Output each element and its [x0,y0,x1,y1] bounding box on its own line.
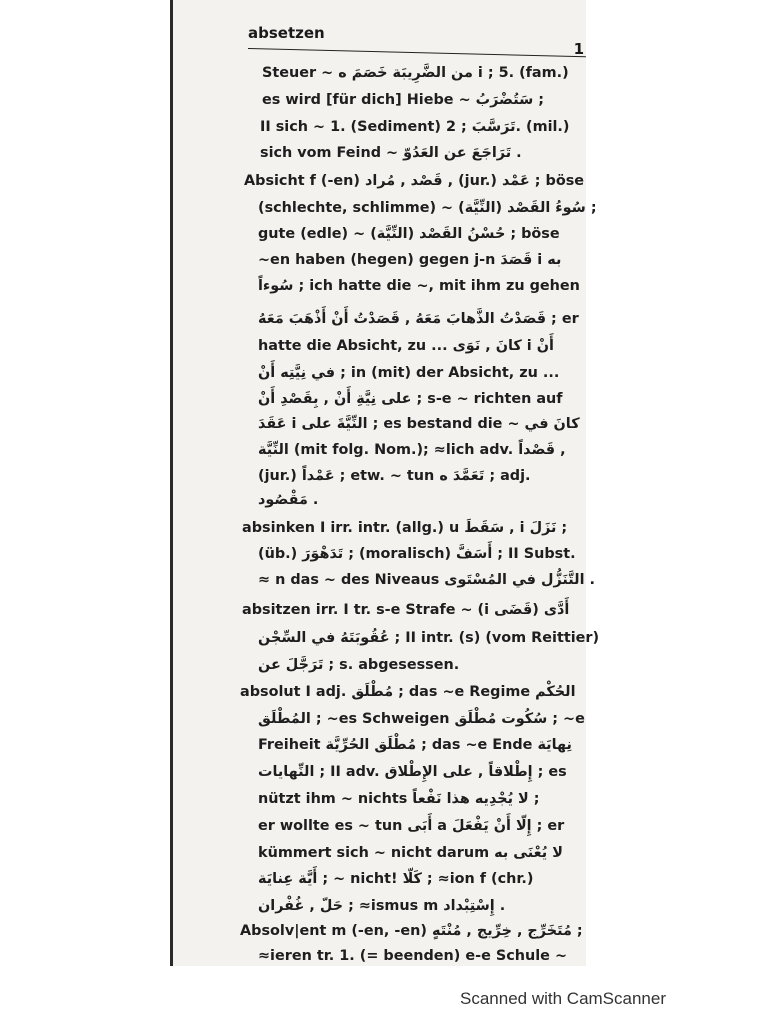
entry-line: (jur.) عَمْداً ; etw. ~ tun تَعَمَّدَ ه ; adj. [258,468,531,484]
dictionary-page [172,0,600,966]
entry-line: أَيَّة عِنايَة ; ~ nicht! كَلّا ; ≈ion f (chr.) [258,871,534,887]
entry-line: Absolv|ent m (-en, -en) مُتَخَرِّج , خِرِّيج , مُنْتَهٍ ; [240,923,583,939]
entry-line: Freiheit مُطْلَق الحُرِّيَّة ; das ~e Ende نِهايَة [258,737,572,753]
header-rule [248,48,586,57]
entry-line: النِّهايات ; II adv. إِطْلاقاً , على الإِطْلاق ; es [258,764,567,780]
entry-line: النِّيَّة (mit folg. Nom.); ≈lich adv. قَصْداً , [258,442,566,458]
entry-line: Steuer ~ من الضَّرِيبَة خَصَمَ ه i ; 5. (fam.) [262,65,569,81]
entry-line: er wollte es ~ tun أَبَى a إِلّا أَنْ يَفْعَلَ ; er [258,818,565,834]
entry-line: قَصَدْتُ الذَّهابَ مَعَهُ , قَصَدْتُ أَنْ أَذْهَبَ مَعَهُ ; er [258,311,579,327]
entry-line: عَقَدَ i النِّيَّةَ على ; es bestand die ~ كانَ في [258,416,580,432]
entry-line: Absicht f (-en) قَصْد , مُراد , (jur.) عَمْد ; böse [244,173,585,189]
entry-line: hatte die Absicht, zu ... كانَ , نَوَى i أَنْ [258,338,554,354]
entry-line: ~en haben (hegen) gegen j-n قَصَدَ i به [258,252,562,268]
entry-line: gute (edle) ~ حُسْنُ القَصْد (النِّيَّة) ; böse [258,226,560,242]
entry-line: سُوءاً ; ich hatte die ~, mit ihm zu gehen [258,278,580,294]
entry-line: ≈ n das ~ des Niveaus التَّنَزُّل في المُسْتَوى . [258,572,595,588]
entry-line: absinken I irr. intr. (allg.) u سَقَطَ , i نَزَلَ ; [242,520,568,536]
entry-line: ≈ieren tr. 1. (= beenden) e-e Schule ~ [258,948,568,964]
entry-line: على نِيَّةِ أَنْ , بِقَصْدِ أَنْ ; s-e ~ richten auf [258,391,563,407]
scanner-watermark: Scanned with CamScanner [460,989,667,1008]
entry-line: sich vom Feind ~ تَرَاجَعَ عن العَدُوّ . [260,145,522,161]
entry-line: تَرَجَّلَ عن ; s. abgesessen. [258,657,460,673]
running-head-word: absetzen [248,24,325,42]
page-number: 1 [573,40,584,58]
entry-line: es wird [für dich] Hiebe ~ سَتُضْرَبُ ; [262,92,545,108]
entry-line: مَقْصُود . [258,492,319,508]
entry-line: nützt ihm ~ nichts لا يُجْدِيه هذا نَفْعاً ; [258,791,540,807]
entry-line: absolut I adj. مُطْلَق ; das ~e Regime الحُكْم [240,684,576,700]
entry-line: (üb.) تَدَهْوَرَ ; (moralisch) أَسَفَّ ; II Subst. [258,546,576,562]
entry-line: kümmert sich ~ nicht darum لا يُعْنَى به [258,845,563,861]
entry-line: في نِيَّتِه أَنْ ; in (mit) der Absicht, zu ... [258,365,560,381]
entry-line: II sich ~ 1. (Sediment) تَرَسَّبَ ; 2. (mil.) [260,119,570,135]
entry-line: عُقُوبَتَهُ في السِّجْن ; II intr. (s) (vom Reittier) [258,630,600,646]
entry-line: absitzen irr. I tr. s-e Strafe ~ (i قَضَى) أَدَّى [242,602,570,618]
entry-line: (schlechte, schlimme) ~ سُوءُ القَصْد (النِّيَّة) ; [258,200,597,216]
entry-line: حَلّ , غُفْران ; ≈ismus m إِسْتِبْداد . [258,898,506,914]
entry-line: المُطْلَق ; ~es Schweigen سُكُوت مُطْلَق ; ~e [258,711,585,727]
